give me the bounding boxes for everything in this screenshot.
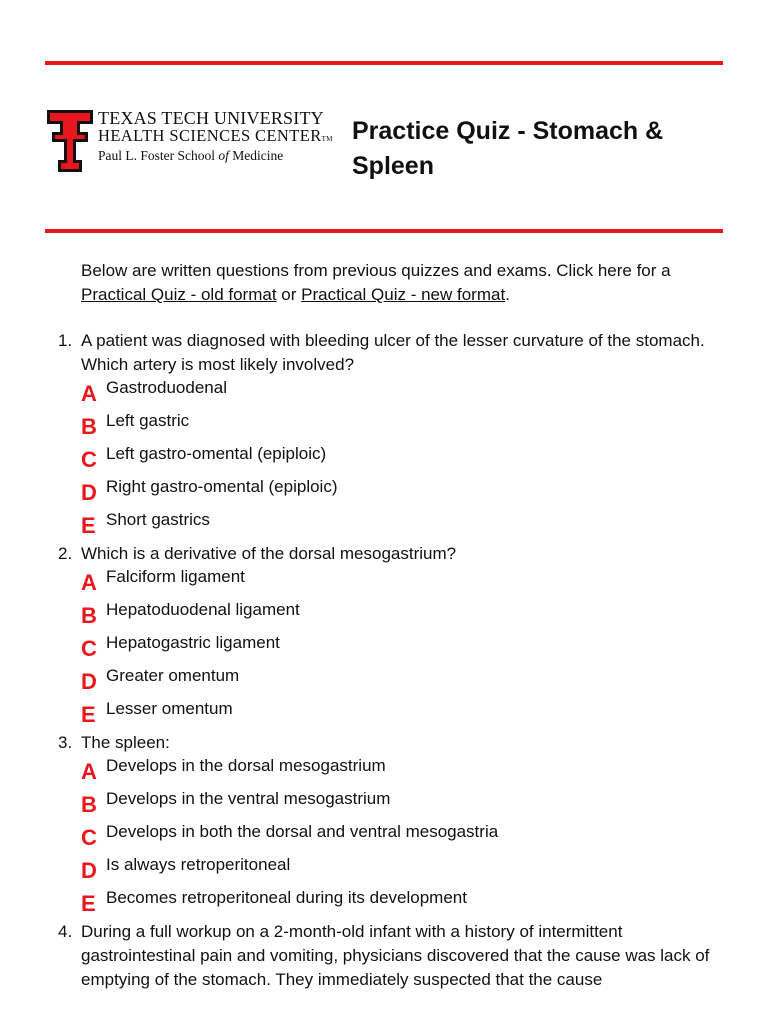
option-text: Left gastro-omental (epiploic) — [106, 444, 327, 463]
option-text: Short gastrics — [106, 510, 210, 529]
top-divider — [45, 61, 723, 65]
option-letter: D — [81, 858, 97, 883]
intro-or: or — [276, 285, 302, 304]
question-list — [58, 329, 728, 992]
option-text: Falciform ligament — [106, 567, 245, 586]
logo-school-b: Medicine — [228, 148, 284, 163]
option-letter: A — [81, 381, 97, 406]
option-text: Becomes retroperitoneal during its development — [106, 888, 467, 907]
answer-option[interactable] — [81, 410, 728, 443]
logo-school-italic: of — [218, 148, 229, 163]
question-number: 4. — [58, 922, 73, 941]
answer-option[interactable] — [81, 788, 728, 821]
option-text: Develops in both the dorsal and ventral mesogastria — [106, 822, 499, 841]
option-text: Lesser omentum — [106, 699, 233, 718]
option-letter: C — [81, 636, 97, 661]
logo-trademark: TM — [321, 135, 333, 143]
option-letter: C — [81, 825, 97, 850]
question-text: During a full workup on a 2-month-old infant with a history of intermittent gastrointestinal pain and vomiting, physicians discovered that the cause was lack of emptying of the stomach. They immediately suspected that the cause — [81, 922, 710, 989]
practical-quiz-new-link[interactable]: Practical Quiz - new format — [301, 285, 506, 304]
option-letter: B — [81, 414, 97, 439]
question-number: 2. — [58, 544, 73, 563]
answer-option[interactable] — [81, 443, 728, 476]
option-text: Gastroduodenal — [106, 378, 227, 397]
intro-end: . — [505, 285, 510, 304]
option-text: Develops in the dorsal mesogastrium — [106, 756, 386, 775]
answer-option[interactable] — [81, 632, 728, 665]
question-4 — [58, 920, 728, 992]
logo-school-name — [98, 147, 333, 165]
logo-center-text: HEALTH SCIENCES CENTER — [98, 126, 322, 145]
ttuhsc-logo — [46, 108, 346, 174]
logo-university-name: TEXAS TECH UNIVERSITY — [98, 108, 324, 128]
option-letter: A — [81, 759, 97, 784]
answer-options — [81, 377, 728, 542]
option-text: Hepatogastric ligament — [106, 633, 280, 652]
logo-wordmark — [98, 108, 333, 165]
answer-option[interactable] — [81, 476, 728, 509]
option-letter: E — [81, 702, 96, 727]
question-number: 1. — [58, 331, 73, 350]
answer-option[interactable] — [81, 755, 728, 788]
option-letter: C — [81, 447, 97, 472]
practical-quiz-old-link[interactable]: Practical Quiz - old format — [81, 285, 277, 304]
option-text: Right gastro-omental (epiploic) — [106, 477, 338, 496]
option-text: Left gastric — [106, 411, 190, 430]
answer-option[interactable] — [81, 599, 728, 632]
answer-option[interactable] — [81, 698, 728, 731]
option-text: Is always retroperitoneal — [106, 855, 291, 874]
option-letter: B — [81, 792, 97, 817]
question-text: The spleen: — [81, 733, 170, 752]
logo-center-name — [98, 128, 333, 147]
option-letter: A — [81, 570, 97, 595]
option-text: Greater omentum — [106, 666, 240, 685]
question-2 — [58, 542, 728, 731]
answer-option[interactable] — [81, 665, 728, 698]
option-text: Hepatoduodenal ligament — [106, 600, 300, 619]
header-divider — [45, 229, 723, 233]
page-title: Practice Quiz - Stomach & Spleen — [352, 117, 664, 180]
question-number: 3. — [58, 733, 73, 752]
answer-option[interactable] — [81, 821, 728, 854]
intro-text: Below are written questions from previous quizzes and exams. Click here for a — [81, 261, 671, 280]
answer-option[interactable] — [81, 377, 728, 410]
question-text: A patient was diagnosed with bleeding ulcer of the lesser curvature of the stomach. Which artery is most likely involved? — [81, 331, 705, 374]
option-letter: E — [81, 891, 96, 916]
logo-school-a: Paul L. Foster School — [98, 148, 219, 163]
answer-option[interactable] — [81, 509, 728, 542]
question-1 — [58, 329, 728, 542]
answer-option[interactable] — [81, 854, 728, 887]
answer-option[interactable] — [81, 887, 728, 920]
answer-option[interactable] — [81, 566, 728, 599]
option-letter: E — [81, 513, 96, 538]
option-letter: D — [81, 669, 97, 694]
answer-options — [81, 755, 728, 920]
intro-paragraph — [81, 259, 731, 307]
option-letter: B — [81, 603, 97, 628]
question-3 — [58, 731, 728, 920]
option-letter: D — [81, 480, 97, 505]
option-text: Develops in the ventral mesogastrium — [106, 789, 391, 808]
double-t-logo-icon — [46, 108, 94, 174]
answer-options — [81, 566, 728, 731]
question-text: Which is a derivative of the dorsal mesogastrium? — [81, 544, 457, 563]
